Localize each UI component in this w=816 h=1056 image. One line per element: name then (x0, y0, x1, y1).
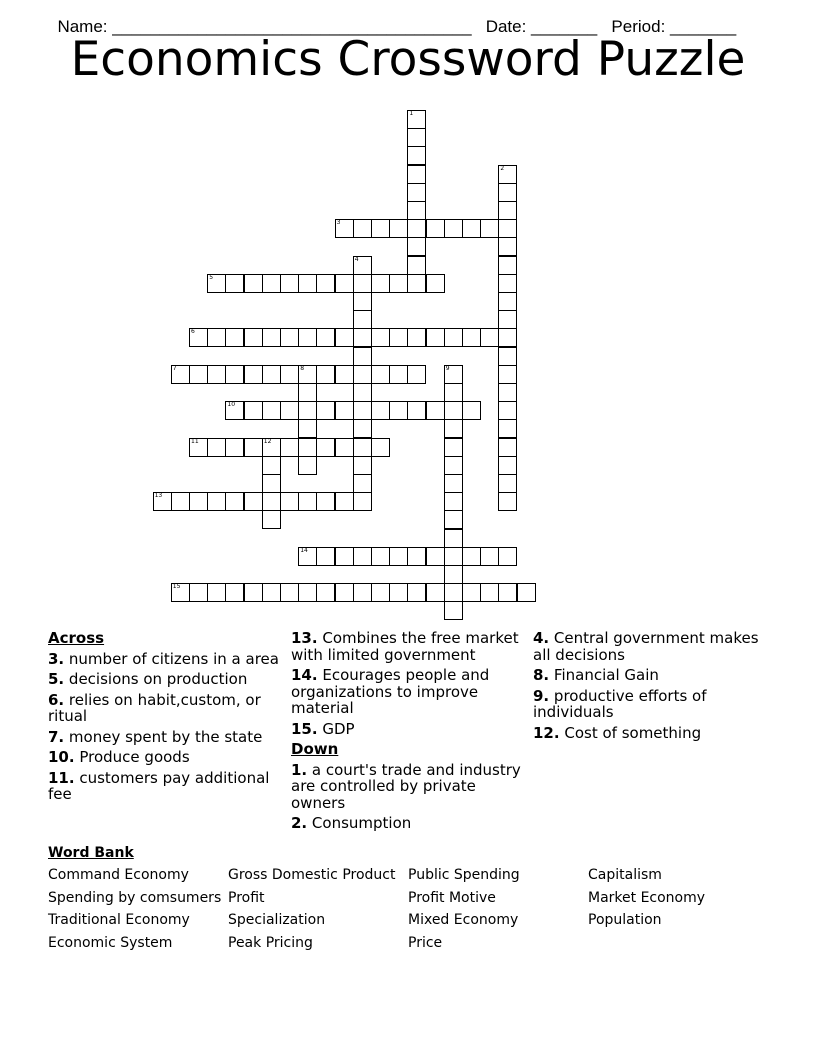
crossword-cell[interactable] (498, 183, 517, 202)
clue-number: 7 (172, 364, 177, 372)
clue-number: 4 (354, 255, 359, 263)
crossword-cell[interactable] (389, 547, 408, 566)
crossword-cell[interactable] (498, 474, 517, 493)
crossword-cell[interactable] (189, 492, 208, 511)
crossword-cell[interactable] (480, 219, 499, 238)
crossword-cell[interactable] (407, 219, 426, 238)
crossword-cell[interactable] (371, 401, 390, 420)
crossword-cell[interactable] (280, 401, 299, 420)
crossword-cell[interactable] (244, 438, 263, 457)
crossword-cell[interactable] (444, 529, 463, 548)
crossword-cell[interactable] (298, 547, 317, 566)
crossword-cell[interactable] (280, 328, 299, 347)
crossword-cell[interactable] (480, 547, 499, 566)
word-bank-item: Spending by comsumers (48, 890, 222, 906)
period-field[interactable]: Period: _______ (611, 17, 737, 36)
crossword-cell[interactable] (335, 583, 354, 602)
crossword-cell[interactable] (225, 328, 244, 347)
clue-number: 13 (154, 492, 163, 500)
crossword-cell[interactable] (262, 474, 281, 493)
clue-down-4: 4. Central government makes all decisions (533, 629, 759, 664)
crossword-cell[interactable] (498, 237, 517, 256)
down-heading: Down (291, 740, 339, 758)
crossword-cell[interactable] (207, 274, 226, 293)
crossword-cell[interactable] (298, 401, 317, 420)
crossword-cell[interactable] (389, 365, 408, 384)
clue-number: 15 (172, 583, 181, 591)
crossword-cell[interactable] (335, 401, 354, 420)
crossword-cell[interactable] (353, 383, 372, 402)
clues-column-2 (291, 630, 523, 836)
crossword-cell[interactable] (262, 274, 281, 293)
clue-down-1: 1. a court's trade and industry are controlled by private owners (291, 760, 521, 812)
crossword-cell[interactable] (389, 274, 408, 293)
crossword-cell[interactable] (335, 328, 354, 347)
crossword-cell[interactable] (426, 328, 445, 347)
clue-across-11: 11. customers pay additional fee (48, 768, 270, 803)
crossword-cell[interactable] (389, 219, 408, 238)
clue-down-2: 2. Consumption (291, 814, 412, 832)
word-bank-item: Capitalism (588, 867, 662, 883)
page-title: Economics Crossword Puzzle (70, 32, 746, 87)
crossword-cell[interactable] (280, 274, 299, 293)
clue-number: 3 (336, 219, 341, 227)
crossword-cell[interactable] (353, 456, 372, 475)
crossword-cell[interactable] (262, 365, 281, 384)
crossword-cell[interactable] (353, 583, 372, 602)
crossword-cell[interactable] (444, 438, 463, 457)
crossword-cell[interactable] (444, 383, 463, 402)
crossword-cell[interactable] (189, 438, 208, 457)
crossword-cell[interactable] (462, 328, 481, 347)
crossword-cell[interactable] (517, 583, 536, 602)
crossword-cell[interactable] (171, 583, 190, 602)
crossword-cell[interactable] (207, 583, 226, 602)
crossword-cell[interactable] (407, 365, 426, 384)
word-bank-item: Command Economy (48, 867, 189, 883)
word-bank-title: Word Bank (48, 845, 134, 861)
crossword-cell[interactable] (244, 401, 263, 420)
word-bank-item: Market Economy (588, 890, 706, 906)
word-bank-item: Economic System (48, 935, 173, 951)
crossword-cell[interactable] (335, 492, 354, 511)
crossword-cell[interactable] (207, 438, 226, 457)
clue-across-3: 3. number of citizens in a area (48, 649, 279, 668)
clue-number: 8 (300, 364, 305, 372)
crossword-cell[interactable] (262, 438, 281, 457)
crossword-cell[interactable] (298, 365, 317, 384)
crossword-cell[interactable] (389, 583, 408, 602)
date-field[interactable]: Date: _______ (485, 17, 598, 36)
crossword-cell[interactable] (498, 401, 517, 420)
crossword-cell[interactable] (444, 456, 463, 475)
crossword-cell[interactable] (316, 583, 335, 602)
crossword-cell[interactable] (444, 583, 463, 602)
word-bank-item: Traditional Economy (48, 912, 190, 928)
word-bank-item: Population (588, 912, 662, 928)
crossword-cell[interactable] (407, 583, 426, 602)
crossword-cell[interactable] (225, 401, 244, 420)
name-field[interactable]: Name: ______________________________________ (57, 17, 472, 36)
crossword-cell[interactable] (498, 310, 517, 329)
clue-number: 11 (191, 437, 199, 445)
crossword-cell[interactable] (498, 165, 517, 184)
clue-down-9: 9. productive efforts of individuals (533, 686, 707, 721)
crossword-cell[interactable] (353, 256, 372, 275)
crossword-cell[interactable] (298, 438, 317, 457)
clue-across-7: 7. money spent by the state (48, 727, 263, 746)
crossword-cell[interactable] (407, 165, 426, 184)
crossword-cell[interactable] (262, 583, 281, 602)
crossword-cell[interactable] (353, 365, 372, 384)
crossword-cell[interactable] (316, 401, 335, 420)
crossword-cell[interactable] (225, 365, 244, 384)
crossword-cell[interactable] (353, 474, 372, 493)
clue-across-5: 5. decisions on production (48, 670, 248, 688)
crossword-cell[interactable] (335, 547, 354, 566)
crossword-cell[interactable] (353, 328, 372, 347)
word-bank-item: Public Spending (408, 867, 520, 883)
crossword-cell[interactable] (189, 583, 208, 602)
crossword-cell[interactable] (244, 583, 263, 602)
crossword-cell[interactable] (444, 365, 463, 384)
crossword-cell[interactable] (207, 328, 226, 347)
crossword-cell[interactable] (407, 328, 426, 347)
crossword-cell[interactable] (407, 183, 426, 202)
crossword-cell[interactable] (444, 419, 463, 438)
crossword-cell[interactable] (371, 365, 390, 384)
crossword-cell[interactable] (444, 547, 463, 566)
crossword-cell[interactable] (316, 274, 335, 293)
crossword-cell[interactable] (444, 510, 463, 529)
word-bank-item: Profit (228, 890, 265, 906)
clue-number: 9 (445, 364, 450, 372)
crossword-cell[interactable] (498, 383, 517, 402)
clue-across-15: 15. GDP (291, 719, 355, 738)
crossword-cell[interactable] (280, 365, 299, 384)
crossword-cell[interactable] (353, 419, 372, 438)
word-bank-item: Profit Motive (408, 890, 496, 906)
crossword-cell[interactable] (498, 292, 517, 311)
crossword-cell[interactable] (498, 583, 517, 602)
crossword-cell[interactable] (244, 365, 263, 384)
crossword-cell[interactable] (335, 365, 354, 384)
crossword-cell[interactable] (353, 438, 372, 457)
crossword-cell[interactable] (280, 492, 299, 511)
word-bank-item: Peak Pricing (228, 935, 313, 951)
crossword-cell[interactable] (244, 328, 263, 347)
crossword-cell[interactable] (444, 474, 463, 493)
crossword-cell[interactable] (335, 438, 354, 457)
crossword-cell[interactable] (426, 547, 445, 566)
crossword-cell[interactable] (407, 274, 426, 293)
crossword-cell[interactable] (225, 438, 244, 457)
crossword-cell[interactable] (426, 583, 445, 602)
crossword-cell[interactable] (426, 274, 445, 293)
crossword-cell[interactable] (298, 274, 317, 293)
crossword-cell[interactable] (335, 219, 354, 238)
crossword-cell[interactable] (189, 365, 208, 384)
crossword-cell[interactable] (498, 328, 517, 347)
crossword-cell[interactable] (426, 219, 445, 238)
crossword-cell[interactable] (225, 583, 244, 602)
crossword-cell[interactable] (498, 347, 517, 366)
crossword-cell[interactable] (462, 401, 481, 420)
crossword-cell[interactable] (426, 401, 445, 420)
crossword-cell[interactable] (407, 547, 426, 566)
clue-down-8: 8. Financial Gain (533, 666, 659, 684)
crossword-cell[interactable] (407, 256, 426, 275)
crossword-cell[interactable] (316, 547, 335, 566)
crossword-cell[interactable] (353, 401, 372, 420)
crossword-cell[interactable] (316, 328, 335, 347)
crossword-cell[interactable] (316, 438, 335, 457)
clue-across-14: 14. Ecourages people and organizations to improve material (291, 666, 490, 717)
crossword-cell[interactable] (444, 492, 463, 511)
crossword-cell[interactable] (353, 219, 372, 238)
crossword-cell[interactable] (298, 383, 317, 402)
crossword-cell[interactable] (171, 365, 190, 384)
clue-number: 5 (209, 273, 214, 281)
crossword-cell[interactable] (280, 438, 299, 457)
crossword-cell[interactable] (280, 583, 299, 602)
crossword-cell[interactable] (298, 328, 317, 347)
crossword-cell[interactable] (371, 274, 390, 293)
crossword-cell[interactable] (316, 492, 335, 511)
crossword-cell[interactable] (498, 456, 517, 475)
clue-number: 1 (409, 110, 414, 117)
clue-number: 12 (263, 437, 272, 445)
crossword-cell[interactable] (371, 438, 390, 457)
crossword-cell[interactable] (244, 492, 263, 511)
crossword-cell[interactable] (225, 492, 244, 511)
crossword-cell[interactable] (407, 237, 426, 256)
crossword-cell[interactable] (444, 328, 463, 347)
clue-number: 14 (300, 546, 308, 554)
crossword-cell[interactable] (407, 128, 426, 147)
crossword-cell[interactable] (407, 146, 426, 165)
crossword-cell[interactable] (480, 328, 499, 347)
crossword-cell[interactable] (444, 601, 463, 620)
crossword-cell[interactable] (407, 110, 426, 129)
crossword-cell[interactable] (353, 310, 372, 329)
crossword-cell[interactable] (207, 492, 226, 511)
clue-number: 6 (191, 328, 195, 336)
crossword-cell[interactable] (298, 456, 317, 475)
crossword-cell[interactable] (498, 365, 517, 384)
crossword-cell[interactable] (407, 401, 426, 420)
crossword-cell[interactable] (371, 219, 390, 238)
crossword-cell[interactable] (225, 274, 244, 293)
crossword-cell[interactable] (262, 328, 281, 347)
crossword-cell[interactable] (480, 583, 499, 602)
crossword-cell[interactable] (498, 438, 517, 457)
crossword-cell[interactable] (262, 510, 281, 529)
crossword-cell[interactable] (207, 365, 226, 384)
crossword-cell[interactable] (389, 328, 408, 347)
crossword-cell[interactable] (444, 219, 463, 238)
crossword-cell[interactable] (498, 492, 517, 511)
crossword-cell[interactable] (371, 583, 390, 602)
crossword-cell[interactable] (335, 274, 354, 293)
crossword-cell[interactable] (462, 547, 481, 566)
crossword-cell[interactable] (498, 274, 517, 293)
crossword-cell[interactable] (371, 547, 390, 566)
clues-column-3 (533, 630, 765, 745)
crossword-cell[interactable] (444, 565, 463, 584)
crossword-cell[interactable] (298, 583, 317, 602)
clue-across-6: 6. relies on habit,custom, or ritual (48, 690, 261, 725)
word-bank-item: Specialization (228, 912, 326, 928)
clues-column-1 (48, 630, 280, 807)
crossword-cell[interactable] (353, 274, 372, 293)
crossword-cell[interactable] (353, 292, 372, 311)
word-bank-item: Mixed Economy (408, 912, 519, 928)
crossword-cell[interactable] (316, 365, 335, 384)
crossword-cell[interactable] (371, 328, 390, 347)
crossword-cell[interactable] (498, 201, 517, 220)
crossword-cell[interactable] (444, 401, 463, 420)
crossword-cell[interactable] (407, 201, 426, 220)
crossword-cell[interactable] (262, 456, 281, 475)
word-bank-item: Gross Domestic Product (228, 867, 396, 883)
clue-number: 10 (227, 401, 236, 409)
crossword-cell[interactable] (498, 256, 517, 275)
crossword-cell[interactable] (244, 274, 263, 293)
crossword-cell[interactable] (353, 547, 372, 566)
across-heading: Across (48, 629, 105, 647)
crossword-cell[interactable] (298, 492, 317, 511)
clue-across-10: 10. Produce goods (48, 748, 190, 766)
crossword-cell[interactable] (298, 419, 317, 438)
clue-number: 2 (500, 164, 505, 172)
crossword-cell[interactable] (498, 547, 517, 566)
crossword-cell[interactable] (498, 419, 517, 438)
word-bank-item: Price (408, 935, 443, 951)
clue-down-12: 12. Cost of something (533, 723, 702, 742)
crossword-cell[interactable] (189, 328, 208, 347)
crossword-cell[interactable] (153, 492, 172, 511)
crossword-cell[interactable] (389, 401, 408, 420)
crossword-cell[interactable] (462, 219, 481, 238)
crossword-cell[interactable] (262, 401, 281, 420)
clue-across-13: 13. Combines the free market with limited government (291, 629, 519, 664)
crossword-cell[interactable] (171, 492, 190, 511)
crossword-cell[interactable] (462, 583, 481, 602)
crossword-cell[interactable] (498, 219, 517, 238)
crossword-cell[interactable] (353, 347, 372, 366)
crossword-cell[interactable] (262, 492, 281, 511)
crossword-cell[interactable] (353, 492, 372, 511)
